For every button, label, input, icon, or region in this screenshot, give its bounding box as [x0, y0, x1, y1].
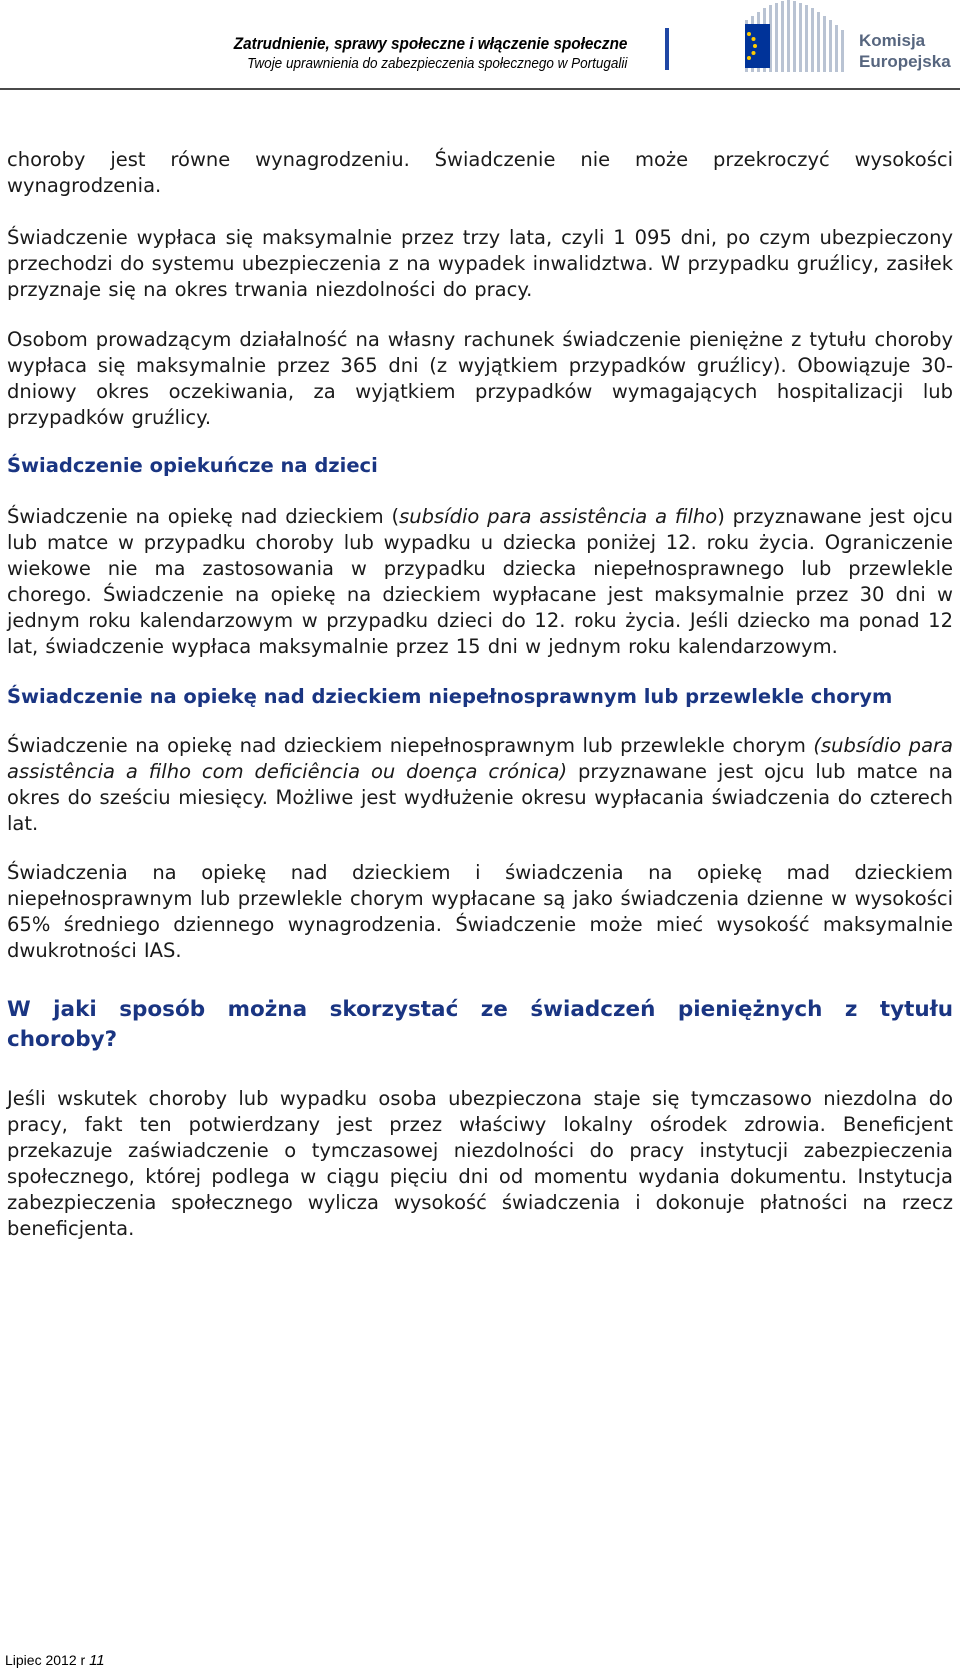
paragraph-4	[7, 504, 953, 660]
paragraph-6: Świadczenia na opiekę nad dzieckiem i świadczenia na opiekę mad dzieckiem niepełnosprawnym lub przewlekle chorym wypłacane są jako świadczenia dzienne w wysokości 65% średniego dziennego wynagrodzenia. Świadczenie może mieć wysokość maksymalnie dwukrotności IAS.	[7, 861, 953, 962]
paragraph-3: Osobom prowadzącym działalność na własny rachunek świadczenie pieniężne z tytułu choroby wypłaca się maksymalnie przez 365 dni (z wyjątkiem przypadków gruźlicy). Obowiązuje 30-dniowy okres oczekiwania, za wyjątkiem przypadków wymagających hospitalizacji lub przypadków gruźlicy.	[7, 328, 953, 429]
section-heading-disabled-child-care: Świadczenie na opiekę nad dzieckiem niepełnosprawnym lub przewlekle chorym	[7, 685, 893, 708]
paragraph-7: Jeśli wskutek choroby lub wypadku osoba ubezpieczona staje się tymczasowo niezdolna do pracy, fakt ten potwierdzany jest przez właściwy lokalny ośrodek zdrowia. Beneficjent przekazuje zaświadczenie o tymczasowej niezdolności do pracy instytucji zabezpieczenia społecznego, której podlega w ciągu pięciu dni od momentu wydania dokumentu. Instytucja zabezpieczenia społecznego wylicza wysokość świadczenia i dokonuje płatności na rzecz beneficjenta.	[7, 1087, 953, 1240]
page-number: 11	[89, 1652, 105, 1669]
header-rule	[0, 88, 960, 90]
paragraph-5-text-b: przyznawane jest ojcu lub matce na okres do sześciu miesięcy. Możliwe jest wydłużenie okresu wypłacania świadczenia do czterech lat.	[7, 760, 953, 835]
page-footer	[5, 1652, 105, 1669]
paragraph-4-text-a: Świadczenie na opiekę nad dzieckiem (	[7, 505, 400, 528]
header-divider	[665, 28, 669, 70]
paragraph-4-italic: subsídio para assistência a filho	[399, 505, 718, 528]
logo-text	[859, 30, 951, 72]
logo-line-1: Komisja	[859, 31, 926, 50]
document-body	[7, 147, 953, 1242]
paragraph-2: Świadczenie wypłaca się maksymalnie przez trzy lata, czyli 1 095 dni, po czym ubezpieczony przechodzi do systemu ubezpieczenia z na wypadek inwalidztwa. W przypadku gruźlicy, zasiłek przyznaje się na okres trwania niezdolności do pracy.	[7, 226, 953, 301]
paragraph-1: choroby jest równe wynagrodzeniu. Świadczenie nie może przekroczyć wysokości wynagrodzenia.	[7, 148, 953, 197]
paragraph-5	[7, 733, 953, 837]
paragraph-5-text-a: Świadczenie na opiekę nad dzieckiem niepełnosprawnym lub przewlekle chorym	[7, 734, 814, 757]
header-title: Zatrudnienie, sprawy społeczne i włączenie społeczne	[233, 34, 627, 53]
major-heading-how-to-claim: W jaki sposób można skorzystać ze świadczeń pieniężnych z tytułu choroby?	[7, 997, 953, 1052]
section-heading-child-care: Świadczenie opiekuńcze na dzieci	[7, 454, 378, 477]
header-subtitle: Twoje uprawnienia do zabezpieczenia społecznego w Portugalii	[246, 55, 627, 72]
footer-date: Lipiec 2012 r	[5, 1652, 86, 1668]
paragraph-5-italic: (subsídio para assistência a filho com deficiência ou doença crónica)	[7, 734, 953, 783]
header-titles	[190, 33, 627, 74]
paragraph-4-text-b: ) przyznawane jest ojcu lub matce w przypadku choroby lub wypadku u dziecka poniżej 12. roku życia. Ograniczenie wiekowe nie ma zastosowania w przypadku dziecka niepełnosprawnego lub przewlekle chorego. Świadczenie na opiekę na dzieckiem wypłacane jest maksymalnie przez 30 dni w jednym roku kalendarzowym w przypadku dzieci do 12. roku życia. Jeśli dziecko ma ponad 12 lat, świadczenie wypłaca maksymalnie przez 15 dni w jednym roku kalendarzowym.	[7, 505, 953, 658]
logo-line-2: Europejska	[859, 52, 951, 71]
page-header	[0, 0, 960, 90]
